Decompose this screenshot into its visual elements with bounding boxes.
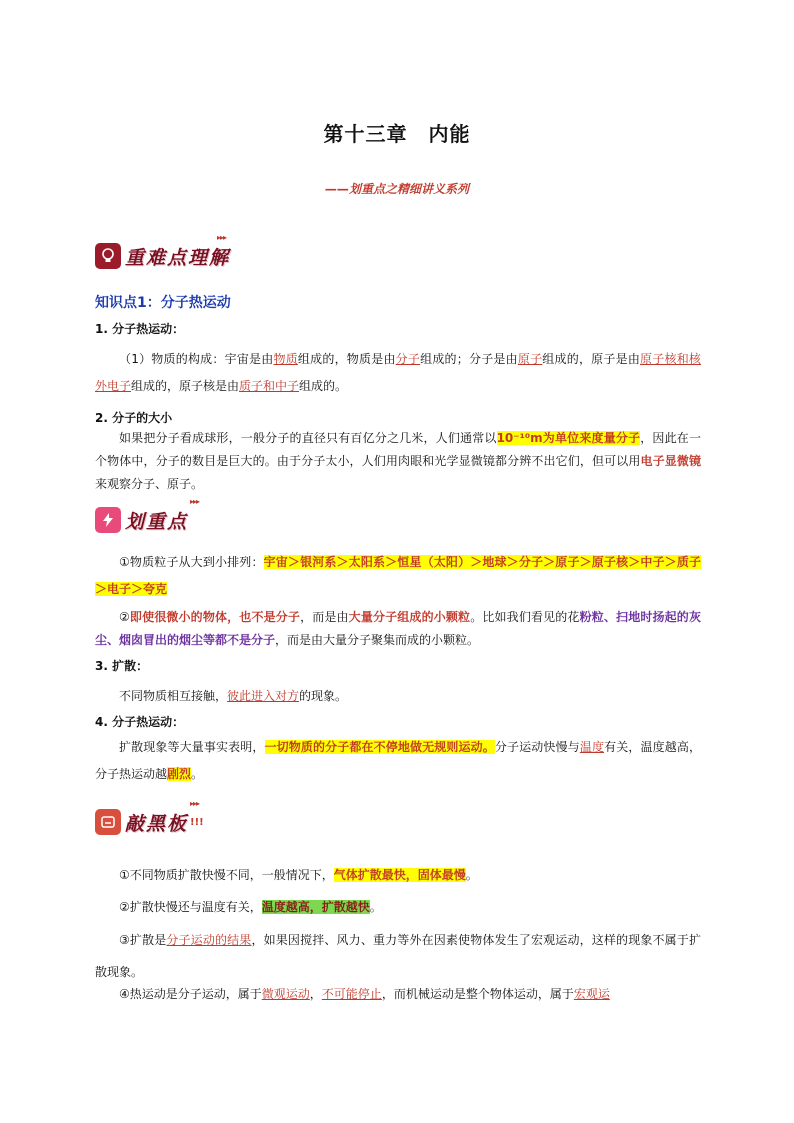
banner-label: 划重点 — [125, 510, 189, 533]
note-item: ③扩散是分子运动的结果，如果因搅拌、风力、重力等外在因素使物体发生了宏观运动，这样的现象不属于扩散现象。 — [95, 933, 701, 979]
banner-key-points — [95, 233, 231, 272]
arrows-icon: ▸▸▸ — [190, 497, 200, 506]
page-subtitle: ——划重点之精细讲义系列 — [324, 182, 469, 196]
note-item: ①不同物质扩散快慢不同，一般情况下，气体扩散最快，固体最慢。 — [119, 868, 478, 882]
section-heading: 2. 分子的大小 — [95, 411, 173, 425]
paragraph-particle-order: ①物质粒子从大到小排列：宇宙＞银河系＞太阳系＞恒星（太阳）＞地球＞分子＞原子＞原子核＞中子＞质子＞电子＞夸克 — [95, 555, 701, 596]
arrows-icon: ▸▸▸ — [190, 799, 200, 808]
banner-attention — [95, 799, 204, 838]
paragraph-molecule-size: 如果把分子看成球形，一般分子的直径只有百亿分之几米，人们通常以10⁻¹⁰m为单位来度量分子，因此在一个物体中，分子的数目是巨大的。由于分子太小，人们用肉眼和光学显微镜都分辨不出它们，但可以用电子显微镜来观察分子、原子。 — [95, 431, 701, 491]
paragraph-thermal-motion: 扩散现象等大量事实表明，一切物质的分子都在不停地做无规则运动。分子运动快慢与温度有关，温度越高，分子热运动越剧烈。 — [95, 740, 701, 781]
section-heading: 1. 分子热运动： — [95, 322, 185, 336]
paragraph-diffusion: 不同物质相互接触，彼此进入对方的现象。 — [119, 689, 348, 703]
lightbulb-icon — [95, 243, 121, 269]
page-title: 第十三章 内能 — [323, 122, 471, 146]
banner-highlights — [95, 497, 200, 536]
arrows-icon: ▸▸▸ — [217, 233, 227, 242]
banner-label: 重难点理解 — [125, 246, 231, 269]
lightning-icon — [95, 507, 121, 533]
knowledge-point-heading: 知识点1：分子热运动 — [95, 295, 231, 311]
board-icon — [95, 809, 121, 835]
paragraph-not-molecules: ②即使很微小的物体，也不是分子，而是由大量分子组成的小颗粒。比如我们看见的花粉粒、扫地时扬起的灰尘、烟囱冒出的烟尘等都不是分子，而是由大量分子聚集而成的小颗粒。 — [95, 610, 701, 647]
banner-suffix: !!! — [190, 816, 204, 828]
banner-label: 敲黑板 — [125, 812, 189, 835]
note-item: ④热运动是分子运动，属于微观运动，不可能停止，而机械运动是整个物体运动，属于宏观运 — [119, 987, 610, 1001]
note-item: ②扩散快慢还与温度有关，温度越高，扩散越快。 — [119, 900, 382, 914]
paragraph-matter-structure: （1）物质的构成：宇宙是由物质组成的，物质是由分子组成的；分子是由原子组成的，原子是由原子核和核外电子组成的，原子核是由质子和中子组成的。 — [95, 352, 701, 393]
section-heading: 4. 分子热运动： — [95, 715, 185, 729]
section-heading: 3. 扩散： — [95, 659, 149, 673]
